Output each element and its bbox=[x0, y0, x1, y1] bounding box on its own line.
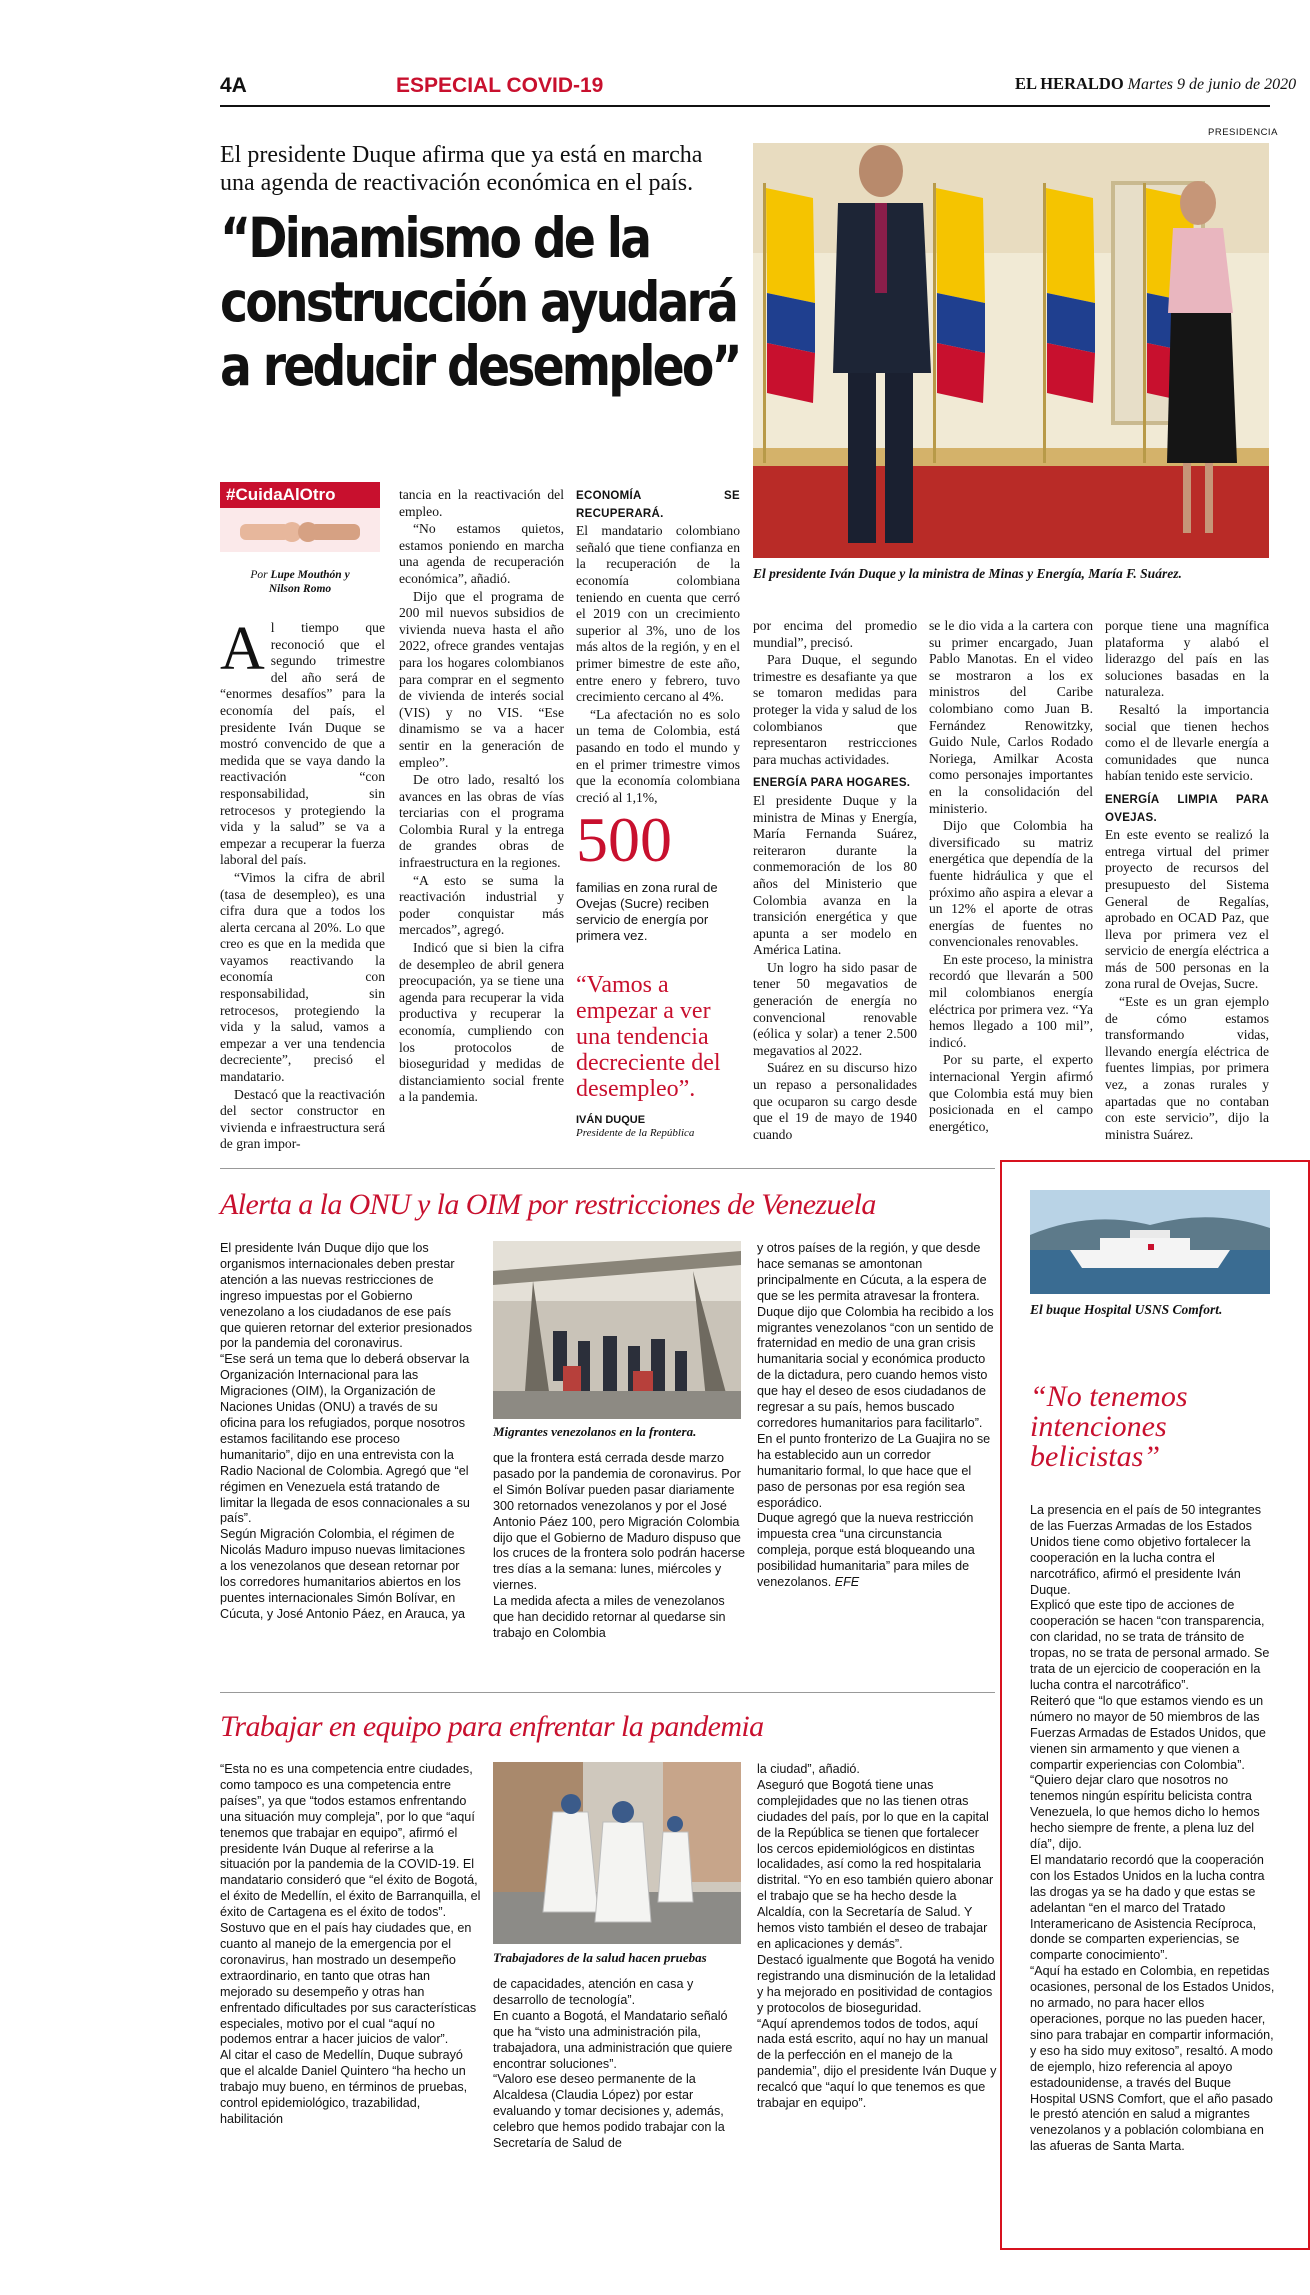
main-photo bbox=[753, 143, 1269, 558]
main-col-2-para-1: tancia en la reactivación del empleo. bbox=[399, 487, 564, 519]
quote-role: Presidente de la República bbox=[576, 1127, 695, 1139]
pandemia-photo-caption: Trabajadores de la salud hacen pruebas bbox=[493, 1950, 707, 1965]
main-col-5-para-3: En este proceso, la ministra recordó que llevarán a 500 mil colombianos energía eléctrica por primera vez. “Ya hemos llegado a 100 mil”, indicó. bbox=[929, 951, 1093, 1050]
photo-credit: PRESIDENCIA bbox=[1208, 127, 1278, 138]
onu-col-2: que la frontera está cerrada desde marzo pasado por la pandemia de coronavirus. Por el Simón Bolívar pueden pasar diariamente 300 retornados venezolanos y por el José Antonio Páez 100, pero Migración Colombia dijo que el Gobierno de Maduro dispuso que los cruces de la frontera solo podrán hacerse tres días a la semana: lunes, miércoles y viernes. La medida afecta a miles de venezolanos que han decidido retornar al quedarse sin trabajo en Colombia bbox=[493, 1451, 746, 1640]
headline-line-3: a reducir desempleo” bbox=[220, 334, 740, 398]
main-col-4-subhead: ENERGÍA PARA HOGARES. bbox=[753, 777, 911, 790]
campaign-tag bbox=[220, 482, 380, 554]
main-col-1-para-1: Al tiempo que reconoció que el segundo trimestre del año será de “enormes desafíos” para la economía del país, el presidente Iván Duque se mostró convencido de que a medida que se vaya dando la reactivación “con responsabilidad, sin retrocesos y protegiendo la vida y la salud” se va a empezar a recuperar la fuerza laboral del país. bbox=[220, 615, 385, 868]
main-headline bbox=[220, 206, 740, 398]
main-photo-caption: El presidente Iván Duque y la ministra de Minas y Energía, María F. Suárez. bbox=[753, 566, 1182, 581]
sidebar-photo-caption: El buque Hospital USNS Comfort. bbox=[1030, 1302, 1223, 1317]
page-number: 4A bbox=[220, 74, 247, 97]
main-col-5-para-1: se le dio vida a la cartera con su primer encargado, Juan Pablo Manotas. En el video se mostraron a los ex ministros del Caribe colombiano como Juan B. Fernández Renowitzky, Guido Nule, Carlos Rodado Noriega, Amilkar Acosta como personajes importantes en la consolidación del ministerio. bbox=[929, 618, 1093, 816]
pandemia-headline: Trabajar en equipo para enfrentar la pandemia bbox=[220, 1710, 764, 1743]
main-col-5-para-4: Por su parte, el experto internacional Yergin afirmó que Colombia está muy bien posicionada en el campo energético, bbox=[929, 1052, 1093, 1134]
pandemia-col-2: de capacidades, atención en casa y desarrollo de tecnología”. En cuanto a Bogotá, el Mandatario señaló que ha “visto una administración pila, trabajadora, una administración que quiere encontrar soluciones”. “Valoro ese deseo permanente de la Alcaldesa (Claudia López) por estar evaluando y tomar decisiones y, además, celebro que hemos podido trabajar con la Secretaría de Salud de bbox=[493, 1977, 733, 2151]
pandemia-top-rule bbox=[220, 1692, 995, 1693]
quote-author: IVÁN DUQUE bbox=[576, 1114, 646, 1126]
onu-col-1: El presidente Iván Duque dijo que los organismos internacionales deben prestar atención a las nuevas restricciones de ingreso impuestas por el Gobierno venezolano a los ciudadanos de ese país que quieren retornar del exterior presionados por la pandemia del coronavirus. “Ese será un tema que lo deberá observar la Organización Internacional para las Migraciones (OIM), la Organización de Naciones Unidas (ONU) a través de su oficina para los refugiados, porque nosotros estamos facilitando ese proceso humanitario”, dijo en una entrevista con la Radio Nacional de Colombia. Agregó que “el régimen en Venezuela está tratando de limitar la llegada de esos connacionales a su país”. Según Migración Colombia, el régimen de Nicolás Maduro impuso nuevas limitaciones a los venezolanos que desean retornar por los corredores humanitarios abiertos en los puentes internacionales Simón Bolívar, en Cúcuta, y José Antonio Páez, en Arauca, ya bbox=[220, 1241, 473, 1621]
health-workers-photo bbox=[493, 1762, 741, 1944]
sidebar-headline-line-1: “No tenemos bbox=[1030, 1380, 1188, 1413]
onu-col-3-text: y otros países de la región, y que desde hace semanas se amontonan principalmente en Cúcuta, a la espera de que se les permita atravesar la frontera. Duque dijo que Colombia ha recibido a los migrantes venezolanos “con un sentido de fraternidad en medio de una gran crisis humanitaria social y económica producto de la dictadura, pero cuando hemos visto que hay el deseo de esos ciudadanos de regresar a su país, hemos buscado corredores humanitarios para facilitarlo”. En el punto fronterizo de La Guajira no se ha establecido aun un corredor humanitario formal, lo que hace que el paso de personas por esa región sea esporádico. Duque agregó que la nueva restricción impuesta crea “una circunstancia compleja, porque está bloqueando una posibilidad humanitaria” para miles de venezolanos. bbox=[757, 1241, 994, 1590]
main-col-6-para-1: porque tiene una magnífica plataforma y alabó el liderazgo del país en las soluciones basadas en la naturaleza. bbox=[1105, 618, 1269, 700]
masthead bbox=[1015, 74, 1296, 94]
main-col-1-para-2: “Vimos la cifra de abril (tasa de desempleo), es una cifra dura que a todos los alerta cercana al 20%. Lo que creo es que en la medida que vayamos reactivando la economía con responsabilidad, sin retrocesos, protegiendo la vida y la salud, vamos a empezar a ver una tendencia decreciente”, precisó el mandatario. bbox=[220, 869, 385, 1085]
main-col-6 bbox=[1105, 618, 1269, 1146]
sidebar-headline-line-3: belicistas” bbox=[1030, 1440, 1161, 1473]
section-title: ESPECIAL COVID-19 bbox=[396, 74, 604, 97]
main-col-6-para-4: “Este es un gran ejemplo de cómo estamos transformando vidas, llevando energía eléctrica de fuentes limpias, por primera vez, a zonas rurales y apartadas que no contaban con este servicio”, dijo la ministra Suárez. bbox=[1105, 994, 1269, 1142]
main-col-3-subhead: ECONOMÍA SE RECUPERARÁ. bbox=[576, 490, 740, 520]
main-col-2-para-3: Dijo que el programa de 200 mil nuevos subsidios de vivienda nueva hasta el año 2022, ofrece grandes ventajas para los hogares colombianos para comprar en el segmento de vivienda de interés social (VIS) y no VIS. “Ese dinamismo se va a hacer sentir en la generación de empleo”. bbox=[399, 588, 564, 770]
dropcap: A bbox=[220, 615, 265, 683]
main-col-4 bbox=[753, 618, 917, 1146]
sidebar-headline-line-2: intenciones bbox=[1030, 1410, 1167, 1443]
main-col-4-para-3: El presidente Duque y la ministra de Minas y Energía, María Fernanda Suárez, reiteraron durante la conmemoración de los 80 años del Ministerio que Colombia avanza en la transición energética y que apunta a ser modelo en América Latina. bbox=[753, 792, 917, 958]
onu-photo-caption: Migrantes venezolanos en la frontera. bbox=[493, 1424, 697, 1439]
main-col-3-para-1: El mandatario colombiano señaló que tiene confianza en la recuperación de la economía colombiana teniendo en cuenta que cerró el 2019 con un crecimiento superior al 3%, uno de los más altos de la región, y en el primer bimestre de este año, entre enero y febrero, tuvo crecimiento cercano al 4%. bbox=[576, 523, 740, 705]
main-col-2-para-4: De otro lado, resaltó los avances en las obras de vías terciarias con el programa Colombia Rural y la entrega de grandes obras de infraestructura en la regiones. bbox=[399, 772, 564, 871]
byline-name-1: Lupe Mouthón y bbox=[270, 569, 350, 581]
main-col-2-para-2: “No estamos quietos, estamos poniendo en marcha una agenda de recuperación económica”, añadió. bbox=[399, 521, 564, 586]
main-col-4-para-5: Suárez en su discurso hizo un repaso a personalidades que ocuparon su cargo desde que el 19 de mayo de 1940 cuando bbox=[753, 1060, 917, 1142]
main-col-4-para-4: Un logro ha sido pasar de tener 50 megavatios de generación de energía no convencional renovable (eólica y solar) a tener 2.500 megavatios al 2022. bbox=[753, 959, 917, 1058]
byline-name-2: Nilson Romo bbox=[268, 583, 332, 595]
headline-line-1: “Dinamismo de la bbox=[220, 206, 650, 270]
onu-signature: EFE bbox=[834, 1575, 860, 1590]
byline-prefix: Por bbox=[250, 569, 268, 581]
main-col-5 bbox=[929, 618, 1093, 1146]
hospital-ship-photo bbox=[1030, 1190, 1270, 1294]
main-col-2-para-5: “A esto se suma la reactivación industrial y poder conquistar más mercados”, agregó. bbox=[399, 872, 564, 938]
campaign-tag-label: #CuidaAlOtro bbox=[220, 482, 380, 508]
migrants-photo bbox=[493, 1241, 741, 1419]
duque-ministra-photo bbox=[753, 143, 1269, 558]
main-col-1 bbox=[220, 615, 385, 1152]
main-col-6-subhead: ENERGÍA LIMPIA PARA OVEJAS. bbox=[1105, 793, 1269, 824]
stat-number: 500 bbox=[576, 804, 672, 875]
masthead-name: EL HERALDO bbox=[1015, 74, 1124, 93]
sidebar-photo bbox=[1030, 1190, 1270, 1294]
pandemia-col-1: “Esta no es una competencia entre ciudades, como tampoco es una competencia entre países”, ya que “todos estamos enfrentando una situación muy compleja”, por lo que “aquí tenemos que trabajar en equipo”, afirmó el presidente Iván Duque al referirse a la situación por la pandemia de la COVID-19. El mandatario consideró que “el éxito de Bogotá, el éxito de Medellín, el éxito de Barranquilla, el éxito de Cartagena es el éxito de todos”. Sostuvo que en el país hay ciudades que, en cuanto al manejo de la emergencia por el coronavirus, han mostrado un desempeño extraordinario, en tanto que otras han mejorado su desempeño y otras han enfrentado dificultades por sus características especiales, motivo por el cual “aquí no podemos entrar a hacer juicios de valor”. Al citar el caso de Medellín, Duque subrayó que el alcalde Daniel Quintero “ha hecho un trabajo muy bueno, en términos de pruebas, control epidemiológico, trazabilidad, habilitación bbox=[220, 1762, 481, 2126]
onu-top-rule bbox=[220, 1168, 995, 1169]
onu-headline: Alerta a la ONU y la OIM por restricciones de Venezuela bbox=[220, 1188, 876, 1221]
main-col-6-para-3: En este evento se realizó la entrega virtual del primer proyecto de recursos del presupuesto del Sistema General de Regalías, aprobado en OCAD Paz, que lleva por primera vez el servicio de energía eléctrica a más de 500 personas en la zona rural de Ovejas, Sucre. bbox=[1105, 827, 1269, 992]
onu-photo bbox=[493, 1241, 741, 1419]
stat-text: familias en zona rural de Ovejas (Sucre) reciben servicio de energía por primera vez. bbox=[576, 880, 718, 943]
sidebar-headline bbox=[1030, 1382, 1188, 1472]
main-col-1-para-3: Destacó que la reactivación del sector constructor en vivienda e infraestructura será de gran impor- bbox=[220, 1086, 385, 1152]
main-col-4-para-2: Para Duque, el segundo trimestre es desafiante ya que se tomaron medidas para proteger la vida y salud de los colombianos que representaron restricciones para muchas actividades. bbox=[753, 652, 917, 767]
main-col-6-para-2: Resaltó la importancia social que tienen hechos como el de llevarle energía a comunidades que nunca habían tenido este servicio. bbox=[1105, 701, 1269, 784]
onu-col-3 bbox=[757, 1241, 997, 1671]
main-col-4-para-1: por encima del promedio mundial”, precisó. bbox=[753, 618, 917, 650]
main-col-3 bbox=[576, 487, 740, 805]
pull-quote: “Vamos a empezar a ver una tendencia decreciente del desempleo”. bbox=[576, 972, 721, 1102]
sidebar-body: La presencia en el país de 50 integrantes de las Fuerzas Armadas de los Estados Unidos tiene como objetivo fortalecer la cooperación en la lucha contra el narcotráfico, afirmó el presidente Iván Duque. Explicó que este tipo de acciones de cooperación se hacen “con transparencia, con claridad, no se trata de tránsito de tropas, no se trata de personal armado. Se trata de un ejercicio de cooperación en la lucha contra el narcotráfico”. Reiteró que “lo que estamos viendo es un número no mayor de 50 miembros de las Fuerzas Armadas de Estados Unidos, que vienen sin armamento y que vienen a compartir experiencias con Colombia”. “Quiero dejar claro que nosotros no tenemos ningún espíritu belicista contra Venezuela, lo que hemos dicho lo hemos hecho siempre de frente, a plena luz del día”, dijo. El mandatario recordó que la cooperación con los Estados Unidos en la lucha contra las drogas ya se ha dado y que estas se adelantan “en el marco del Tratado Interamericano de Asistencia Recíproca, donde se comparten experiencias, se comparte conocimiento”. “Aquí ha estado en Colombia, en repetidas ocasiones, personal de los Estados Unidos, no armado, no para hacer ellos operaciones, porque no las pueden hacer, sino para trabajar en compartir información, y eso ha sido muy exitoso”, resaltó. A modo de ejemplo, hizo referencia al apoyo estadounidense, a través del Buque Hospital USNS Comfort, que el año pasado le prestó atención en salud a migrantes venezolanos y a población colombiana en las afueras de Santa Marta. bbox=[1030, 1503, 1275, 2154]
pandemia-col-3: la ciudad”, añadió. Aseguró que Bogotá tiene unas complejidades que no las tienen otras ciudades del país, por lo que en la capital de la República se tienen que fortalecer los cercos epidemiológicos en distintas localidades, así como la red hospitalaria distrital. “Yo en eso también quiero abonar el trabajo que se ha hecho desde la Alcaldía, con la Secretaría de Salud. Y hemos visto también el deseo de trabajar en aplicaciones y demás”. Destacó igualmente que Bogotá ha venido registrando una disminución de la letalidad y ha mejorado en positividad de contagios y protocolos de bioseguridad. “Aquí aprendemos todos de todos, aquí nada está escrito, aquí no hay un manual de la perfección en el manejo de la pandemia”, dijo el presidente Iván Duque y recalcó que “aquí lo que tenemos es que trabajar en equipo”. bbox=[757, 1762, 997, 2111]
main-col-2 bbox=[399, 487, 564, 1147]
byline bbox=[220, 568, 380, 596]
headline-line-2: construcción ayudará bbox=[220, 270, 737, 334]
header-rule bbox=[220, 105, 1270, 107]
kicker: El presidente Duque afirma que ya está en marcha una agenda de reactivación económica en el país. bbox=[220, 142, 703, 196]
main-col-2-para-6: Indicó que si bien la cifra de desempleo de abril genera preocupación, ya se tiene una agenda para recuperar la vida productiva y recuperar la economía, cumpliendo con los protocolos de bioseguridad y medidas de distanciamiento social frente a la pandemia. bbox=[399, 940, 564, 1105]
main-col-5-para-2: Dijo que Colombia ha diversificado su matriz energética que dependía de la fuente hidráulica y que el próximo año aspira a elevar a un 12% el aporte de otras energías de fuentes no convencionales renovables. bbox=[929, 818, 1093, 950]
fist-bump-icon bbox=[220, 508, 380, 552]
issue-date: Martes 9 de junio de 2020 bbox=[1127, 76, 1297, 93]
main-col-3-para-2: “La afectación no es solo un tema de Colombia, está pasando en todo el mundo y en el primer trimestre vimos que la economía colombiana creció al 1,1%, bbox=[576, 706, 740, 805]
pandemia-photo bbox=[493, 1762, 741, 1944]
